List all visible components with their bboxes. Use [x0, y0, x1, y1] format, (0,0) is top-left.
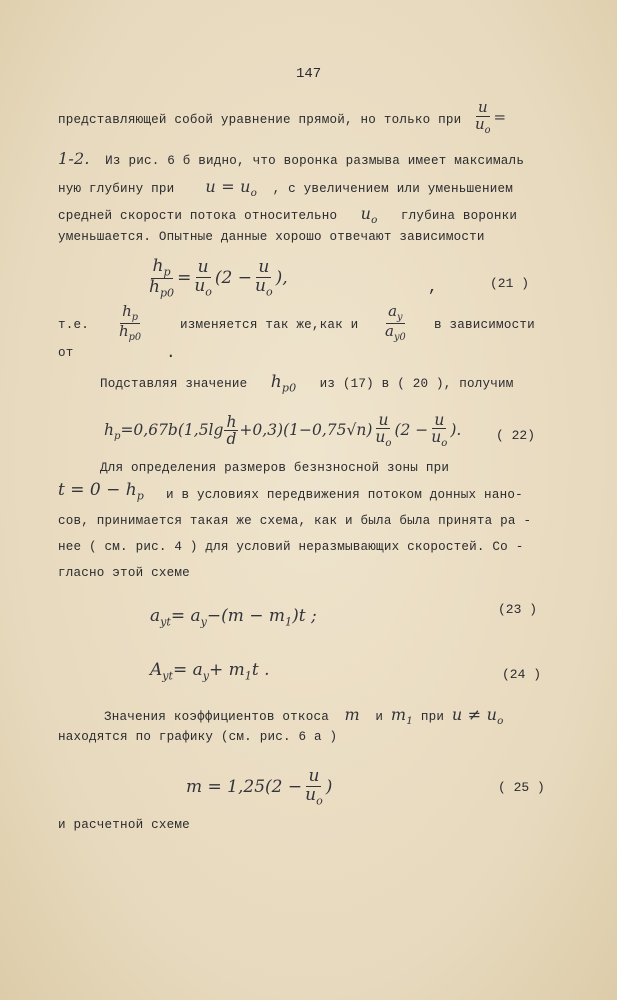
var-a: a	[388, 302, 398, 320]
text-line-14	[104, 705, 504, 727]
text-span: и	[375, 710, 384, 724]
equation-number-23: (23 )	[498, 602, 538, 617]
text-span: представляющей собой уравнение прямой, но только при	[58, 113, 462, 127]
math-text: = a	[172, 660, 203, 680]
subscript: o	[316, 794, 323, 808]
subscript: 1	[244, 669, 252, 683]
frac-denominator: u	[475, 114, 485, 133]
text-line-4	[58, 204, 517, 226]
text-line-5: уменьшается. Опытные данные хорошо отвечают зависимости	[58, 230, 485, 244]
equation-23: $a_{yt}= a_y-(m - m_1)t$ ;	[150, 606, 317, 629]
text-line-11: сов, принимается такая же схема, как и была была принята ра -	[58, 514, 532, 528]
text-line-2	[58, 149, 524, 168]
frac-numerator: u	[477, 98, 488, 116]
frac-numerator: h	[226, 413, 237, 432]
text-span: Из рис. 6 б видно, что воронка размыва имеет максималь	[105, 154, 525, 168]
var-h: h	[122, 302, 132, 320]
subscript: p	[113, 431, 121, 443]
text-line-9: Для определения размеров безнзносной зоны при	[100, 461, 450, 475]
math-text: )t ;	[292, 606, 317, 626]
subscript: y0	[393, 332, 406, 344]
frac-numerator: u	[258, 257, 270, 278]
math-text: −(m − m	[206, 606, 286, 626]
equation-24: $A_{yt}= a_y+ m_1t$ .	[150, 660, 270, 683]
subscript: o	[484, 124, 491, 136]
equation-21: $\frac{h_p}{h_{p0}}$ = $\frac{u}{u_o}$ (2 − $\frac{u}{u_o}$ ),	[149, 256, 288, 300]
var-A: A	[150, 660, 163, 680]
subscript: o	[205, 285, 212, 299]
var-m: m	[344, 705, 360, 724]
math-text: (2 −	[394, 420, 429, 439]
subscript: o	[250, 187, 258, 200]
condition-t	[58, 480, 144, 502]
var-a: a	[385, 322, 394, 341]
subscript: y	[200, 615, 207, 629]
var-a: a	[150, 606, 161, 626]
frac-denominator: u	[431, 428, 442, 447]
equation-number-24: (24 )	[502, 667, 542, 682]
page-number: 147	[296, 66, 322, 82]
fraction-hp-hp0	[116, 304, 144, 343]
subscript: p	[136, 489, 144, 503]
math-inline: u	[360, 204, 372, 223]
text-line-15: находятся по графику (см. рис. 6 а )	[58, 730, 338, 744]
equals-sign: =	[493, 107, 507, 126]
frac-numerator: u	[378, 411, 389, 429]
subscript: p0	[159, 286, 175, 300]
subscript: p0	[281, 381, 297, 395]
text-span: , с увеличением или уменьшением	[272, 182, 514, 196]
var-m1: m	[390, 705, 407, 724]
subscript: o	[265, 285, 273, 299]
math-text: t = 0 − h	[58, 480, 137, 500]
fraction-ay-ay0	[382, 304, 409, 343]
text-span: ную глубину при	[58, 182, 175, 196]
text-line-1	[58, 113, 461, 127]
comma: ,	[428, 278, 438, 296]
subscript: o	[497, 715, 504, 728]
subscript: o	[441, 438, 448, 450]
text-line-13: гласно этой схеме	[58, 566, 190, 580]
equation-number-21: (21 )	[490, 276, 530, 291]
var-h: h	[152, 256, 164, 276]
math-text: m = 1,25(2 −	[186, 776, 303, 797]
var-h: h	[149, 276, 160, 297]
subscript: p	[163, 265, 171, 279]
period: .	[166, 344, 176, 362]
math-text: = a	[170, 606, 201, 626]
text-span: из (17) в ( 20 ), получим	[319, 377, 514, 391]
subscript: y	[397, 312, 403, 323]
text-span: глубина воронки	[400, 209, 518, 223]
subscript: p	[131, 312, 139, 323]
math-text: =0,67b(1,5lg	[120, 420, 224, 439]
text-line-16: и расчетной схеме	[58, 818, 190, 832]
var-h: h	[270, 372, 282, 392]
text-line-7: от	[58, 346, 74, 360]
text-line-6b: изменяется так же,как и	[180, 318, 359, 332]
text-line-6	[58, 318, 89, 332]
frac-denominator: u	[305, 784, 317, 805]
subscript: 1	[285, 615, 293, 629]
math-inline: 1-2.	[58, 149, 90, 168]
frac-denominator: d	[226, 430, 237, 449]
frac-numerator: u	[197, 257, 209, 278]
var-h: h	[119, 322, 129, 341]
equation-number-25: ( 25 )	[498, 780, 545, 795]
equation-22	[104, 412, 461, 450]
math-text: )	[325, 776, 333, 797]
text-span: т.е.	[58, 318, 90, 332]
frac-numerator: u	[434, 411, 445, 429]
equation-number-22: ( 22)	[496, 428, 536, 443]
text-line-6c: в зависимости	[434, 318, 535, 332]
fraction-u-over-u0	[472, 100, 506, 136]
math-text: t .	[251, 660, 270, 680]
text-line-8	[100, 372, 514, 394]
text-span: средней скорости потока относительно	[58, 209, 338, 223]
text-line-10: и в условиях передвижения потоком донных нано-	[166, 488, 523, 502]
text-span: при	[420, 710, 445, 724]
text-span: Значения коэффициентов откоса	[104, 710, 329, 724]
frac-denominator: u	[194, 275, 206, 296]
frac-denominator: u	[375, 428, 386, 447]
math-text: ).	[450, 420, 462, 439]
math-text: (2 −	[214, 267, 253, 288]
math-inline: u = u	[205, 177, 251, 196]
text-line-12: нее ( см. рис. 4 ) для условий неразмывающих скоростей. Со -	[58, 540, 524, 554]
var-h: h	[104, 420, 114, 439]
equation-25	[186, 768, 332, 807]
subscript: p0	[128, 332, 142, 344]
math-text: +0,3)(1−0,75√n)	[239, 420, 373, 439]
subscript: o	[371, 214, 378, 227]
math-inline: u ≠ u	[451, 705, 498, 724]
math-text: + m	[209, 660, 245, 680]
frac-denominator: u	[255, 275, 266, 296]
frac-numerator: u	[308, 766, 320, 786]
text-line-3	[58, 177, 513, 199]
subscript: 1	[406, 715, 414, 728]
text-span: Подставляя значение	[100, 377, 248, 391]
subscript: o	[385, 438, 392, 450]
subscript: y	[202, 669, 210, 683]
math-text: ),	[275, 267, 288, 288]
